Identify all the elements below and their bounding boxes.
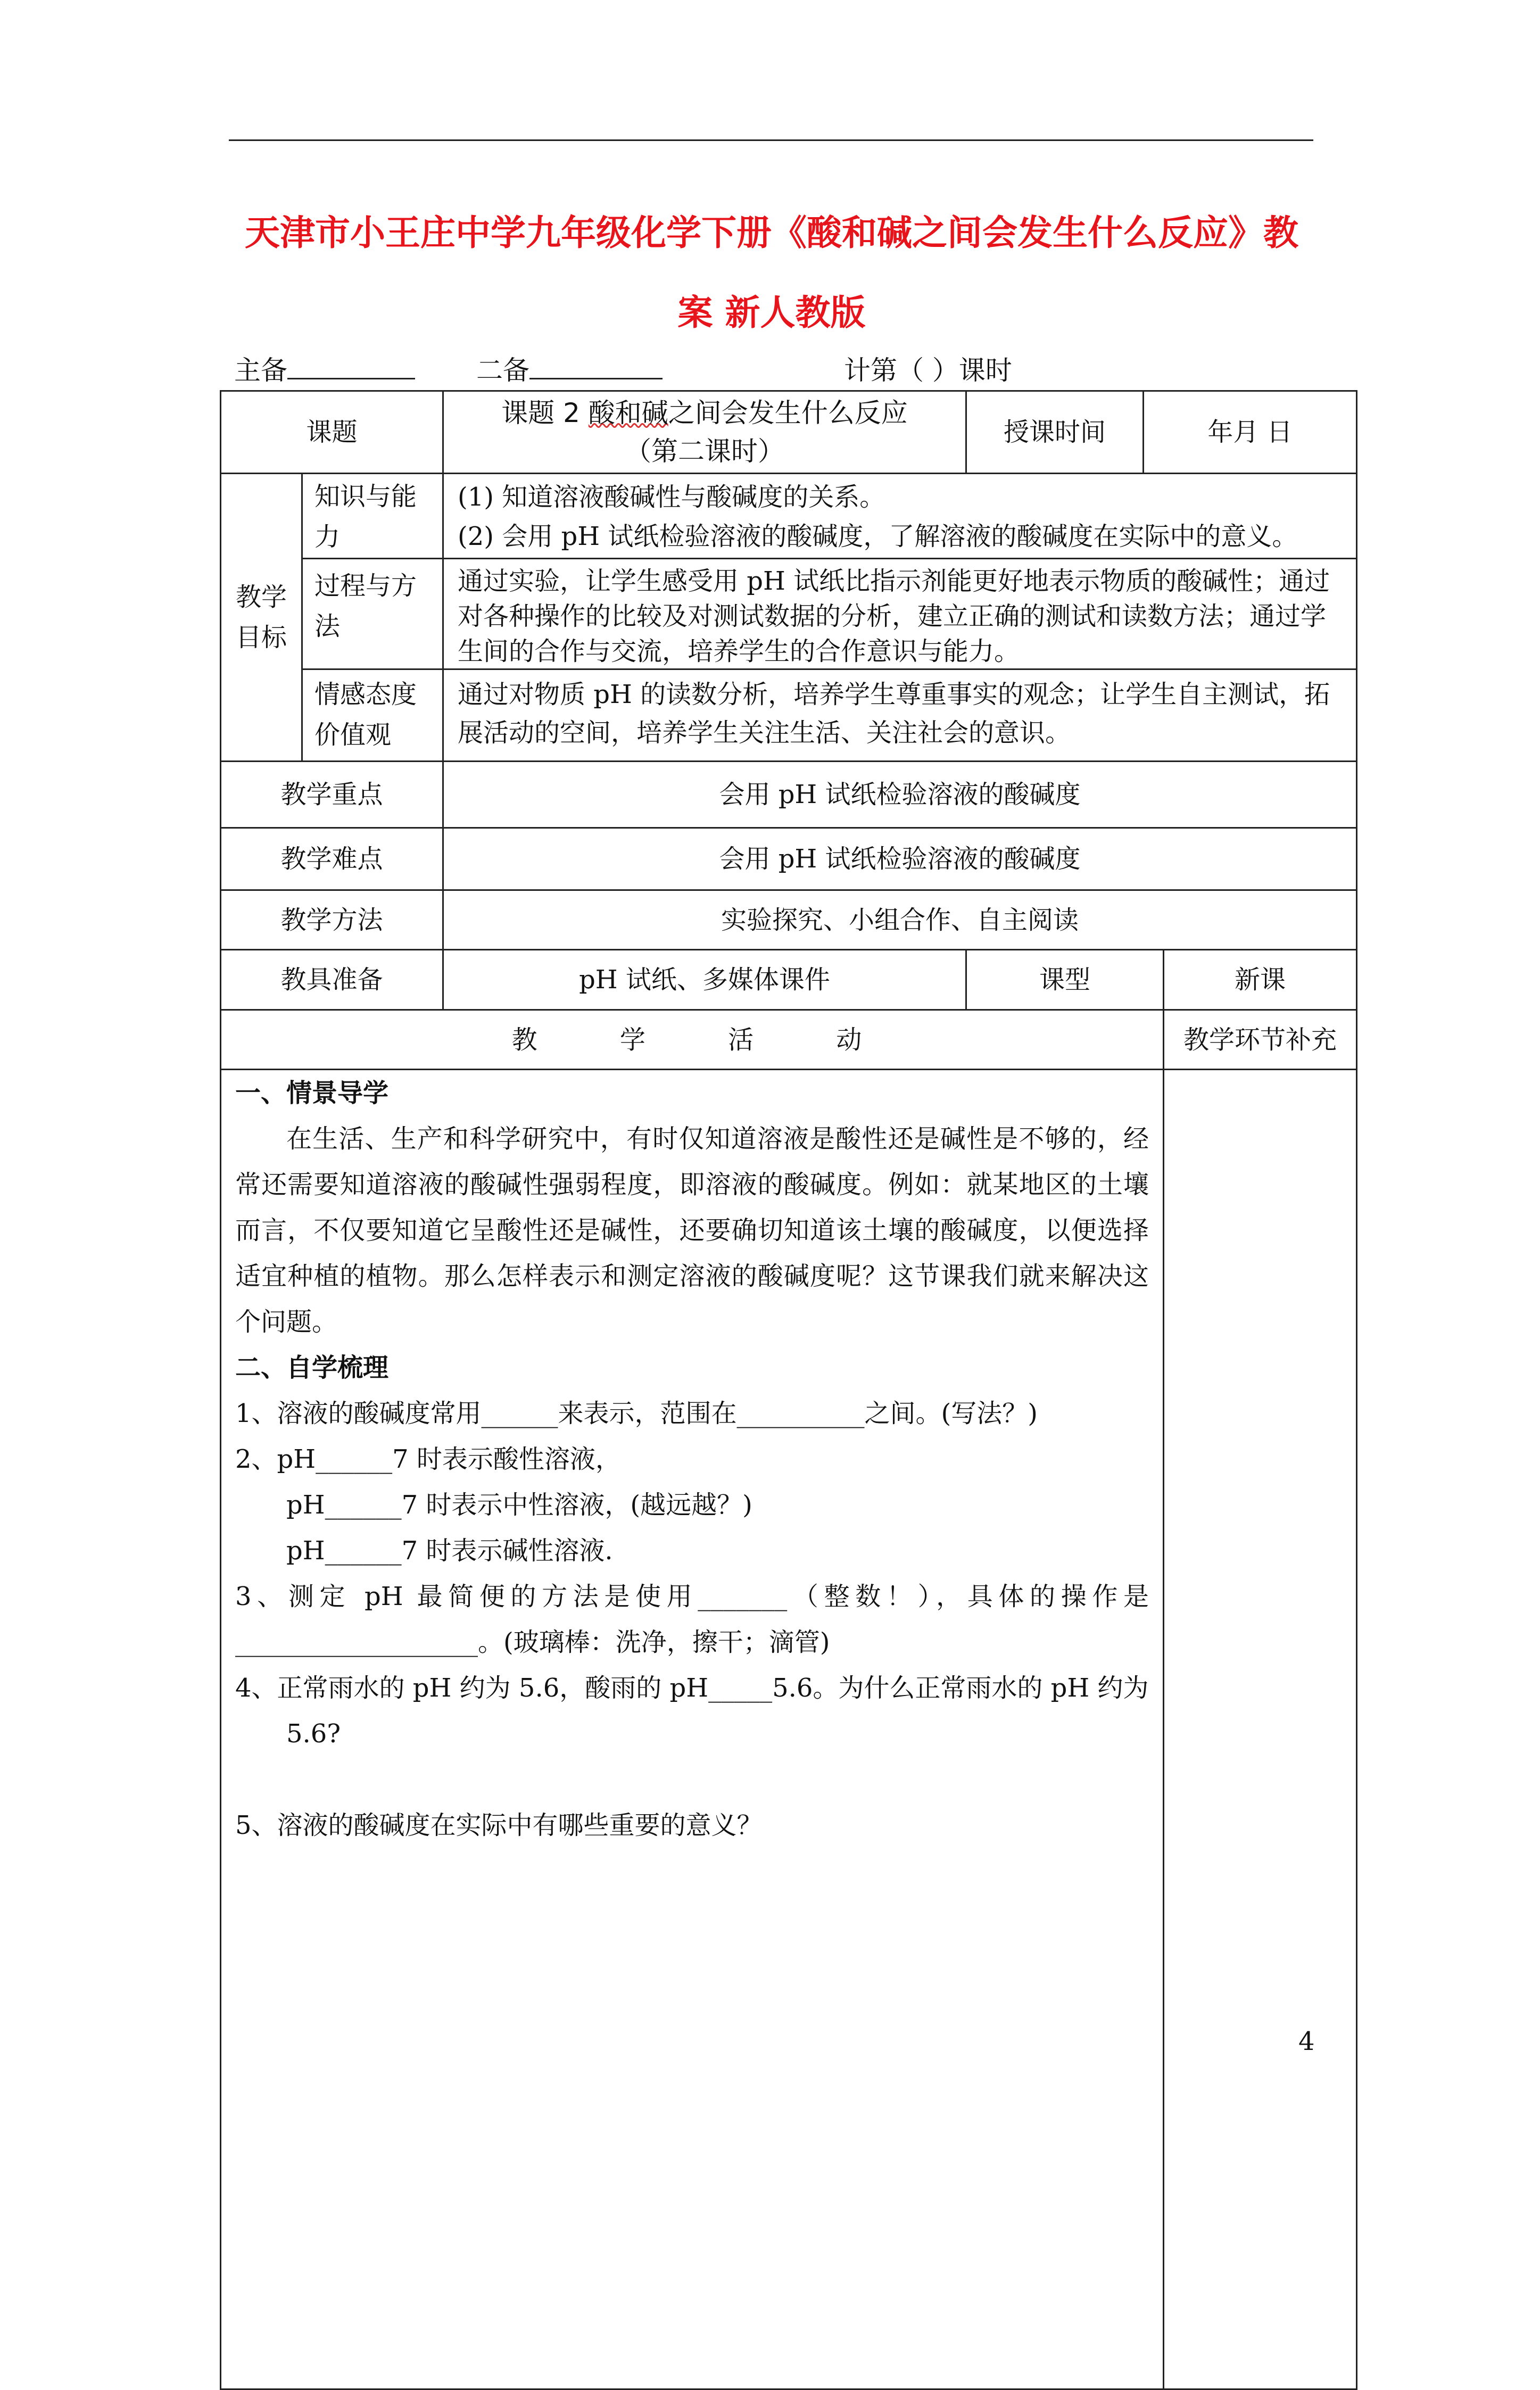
lesson-type-label: 课型: [1039, 965, 1090, 995]
method-value: 实验探究、小组合作、自主阅读: [721, 905, 1079, 935]
topic-label: 课题: [306, 417, 358, 447]
document-title-line1: 天津市小王庄中学九年级化学下册《酸和碱之间会发生什么反应》教: [245, 212, 1298, 253]
period-label: 计第（ ）课时: [844, 355, 1012, 386]
section-1-heading: 一、情景导学: [235, 1078, 389, 1108]
key-point-label: 教学重点: [280, 780, 383, 809]
activity-header: 教 学 活 动: [511, 1024, 873, 1055]
method-label: 教学方法: [280, 905, 383, 935]
main-prep-blank: [287, 353, 415, 379]
time-value: 年月 日: [1207, 417, 1293, 447]
tools-label: 教具准备: [280, 965, 383, 995]
document-title-line2: 案 新人教版: [677, 292, 866, 333]
difficulty-label: 教学难点: [280, 844, 383, 874]
prep-info-row: [234, 349, 1320, 392]
section-2-heading: 二、自学梳理: [235, 1353, 389, 1383]
lesson-title: [501, 394, 908, 470]
lesson-type-value: 新课: [1234, 965, 1286, 995]
lesson-table: [220, 390, 1357, 2390]
page-number: 4: [1298, 2027, 1315, 2056]
question-4-line1: 4、正常雨水的 pH 约为 5.6，酸雨的 pH_____5.6。为什么正常雨水的 pH 约为: [235, 1673, 1149, 1703]
time-label: 授课时间: [1003, 417, 1106, 447]
goal-knowledge-text: (1) 知道溶液酸碱性与酸碱度的关系。 (2) 会用 pH 试纸检验溶液的酸碱度，了解溶液的酸碱度在实际中的意义。: [458, 482, 1298, 551]
second-prep-blank: [529, 353, 663, 379]
lesson-title-prefix: 课题 2: [501, 398, 589, 428]
goal-attitude-label: 情感态度价值观: [314, 680, 417, 750]
supplement-header: 教学环节补充: [1183, 1024, 1337, 1055]
key-point-value: 会用 pH 试纸检验溶液的酸碱度: [719, 780, 1081, 809]
goal-process-label: 过程与方法: [314, 571, 417, 641]
lesson-title-suffix: 之间会发生什么反应: [668, 398, 908, 428]
goals-label: 教学目标: [235, 582, 287, 652]
lesson-title-underlined: 酸和碱: [588, 398, 668, 428]
lesson-title-line1: [501, 394, 908, 432]
main-prep-label: 主备: [234, 355, 287, 386]
second-prep: [476, 349, 663, 387]
second-prep-label: 二备: [476, 355, 529, 386]
goal-process-text: 通过实验，让学生感受用 pH 试纸比指示剂能更好地表示物质的酸碱性；通过对各种操作的比较及对测试数据的分析，建立正确的测试和读数方法；通过学生间的合作与交流，培养学生的合作意识与能力。: [458, 566, 1330, 666]
difficulty-value: 会用 pH 试纸检验溶液的酸碱度: [719, 844, 1081, 874]
question-2-neutral: pH______7 时表示中性溶液，(越远越？): [286, 1490, 752, 1520]
topic-value: [444, 392, 965, 473]
question-5: 5、溶液的酸碱度在实际中有哪些重要的意义？: [235, 1810, 763, 1840]
header-rule: [229, 139, 1313, 141]
question-4-line2: 5.6?: [286, 1719, 341, 1749]
supplement-column: [1164, 1070, 1356, 2388]
question-2-acidic: 2、pH______7 时表示酸性溶液，: [235, 1444, 621, 1474]
question-1: 1、溶液的酸碱度常用______来表示，范围在__________之间。(写法？): [235, 1399, 1038, 1428]
main-prep: [234, 349, 415, 387]
lesson-title-line2: （第二课时）: [624, 436, 784, 467]
goal-attitude-text: 通过对物质 pH 的读数分析，培养学生尊重事实的观念；让学生自主测试，拓展活动的空间，培养学生关注生活、关注社会的意识。: [458, 680, 1330, 748]
question-3: 3、测定 pH 最简便的方法是使用_______（整数！），具体的操作是___________________。(玻璃棒：洗净，擦干；滴管): [235, 1582, 1149, 1657]
activity-content: [221, 1070, 1163, 2388]
section-1-body: 在生活、生产和科学研究中，有时仅知道溶液是酸性还是碱性是不够的，经常还需要知道溶液的酸碱性强弱程度，即溶液的酸碱度。例如：就某地区的土壤而言，不仅要知道它呈酸性还是碱性，还要确切知道该土壤的酸碱度，以便选择适宜种植的植物。那么怎样表示和测定溶液的酸碱度呢？这节课我们就来解决这个问题。: [235, 1124, 1149, 1337]
question-2-basic: pH______7 时表示碱性溶液.: [286, 1536, 613, 1566]
tools-value: pH 试纸、多媒体课件: [579, 965, 830, 995]
goal-knowledge-label: 知识与能力: [314, 482, 417, 552]
